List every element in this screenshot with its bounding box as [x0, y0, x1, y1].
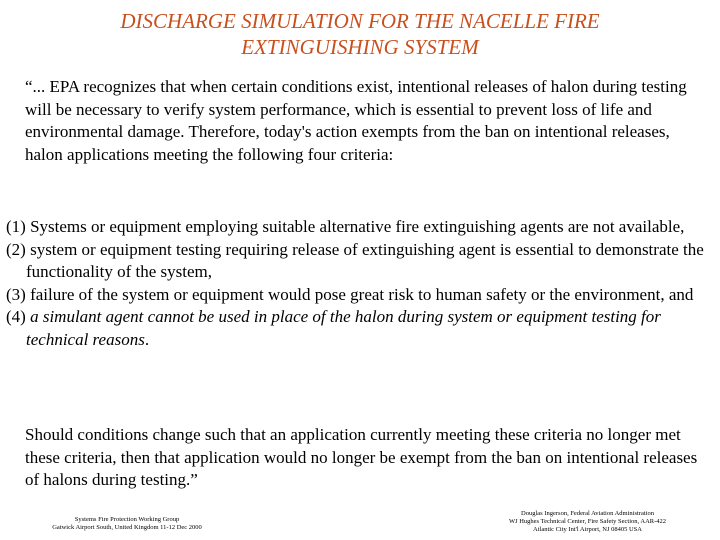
criterion-4-number: (4): [6, 307, 31, 326]
closing-paragraph: Should conditions change such that an application currently meeting these criteria no longer met these criteria, then that application would no longer be exempt from the ban on intentional releases of halons during testing.”: [25, 425, 698, 489]
criterion-4: [6, 306, 706, 351]
criterion-1: (1) Systems or equipment employing suitable alternative fire extinguishing agents are not available,: [6, 217, 685, 236]
criterion-4-tail: .: [144, 329, 150, 349]
criterion-2: (2) system or equipment testing requiring release of extinguishing agent is essential to demonstrate the functionality of the system,: [6, 239, 704, 281]
footer-right-line-3: Atlantic City Int'l Airport, NJ 08405 USA: [533, 526, 642, 533]
footer-right-line-2: WJ Hughes Technical Center, Fire Safety Section, AAR-422: [508, 518, 667, 525]
page-title: [0, 8, 720, 60]
footer-left-line-2: Gatwick Airport South, United Kingdom 11-12 Dec 2000: [52, 524, 202, 531]
footer-left-line-1: Systems Fire Protection Working Group: [74, 516, 180, 523]
footer-right-line-1: Douglas Ingerson, Federal Aviation Administration: [521, 510, 654, 517]
criteria-list: [6, 216, 706, 351]
title-line-1: DISCHARGE SIMULATION FOR THE NACELLE FIRE: [120, 9, 600, 33]
footer-right: [475, 510, 700, 534]
title-line-2: EXTINGUISHING SYSTEM: [241, 35, 479, 59]
epa-quote-paragraph: “... EPA recognizes that when certain conditions exist, intentional releases of halon during testing will be necessary to verify system performance, which is essential to prevent loss of life and environmental damage. Therefore, today's action exempts from the ban on intentional releases, halon applications meeting the following four criteria:: [25, 77, 687, 164]
criterion-4-italic-text: a simulant agent cannot be used in place of the halon during system or equipment testing for technical reasons: [26, 307, 661, 349]
footer-left: [32, 516, 222, 532]
criterion-3: (3) failure of the system or equipment would pose great risk to human safety or the environment, and: [6, 284, 694, 304]
